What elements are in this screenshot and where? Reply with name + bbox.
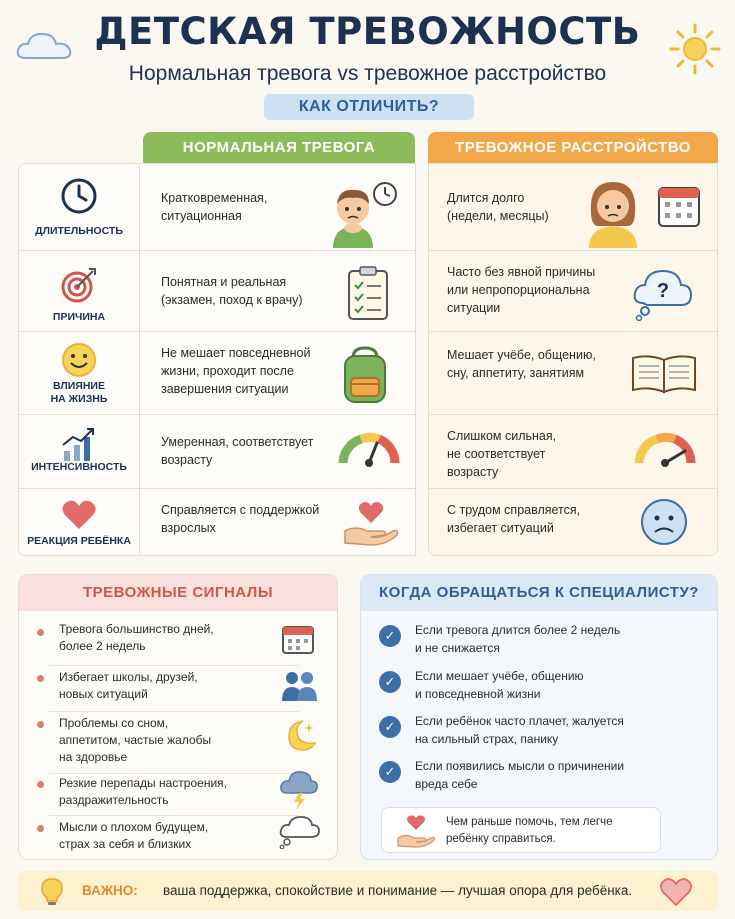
tip-text: Чем раньше помочь, тем легче ребёнку справиться. bbox=[446, 816, 613, 845]
specialist-item bbox=[361, 621, 717, 661]
target-icon bbox=[59, 265, 99, 305]
signal-text: Проблемы со сном, аппетитом, частые жалобы на здоровье bbox=[59, 716, 212, 764]
growth-chart-icon bbox=[59, 425, 99, 465]
disorder-row-cause bbox=[429, 251, 717, 331]
disorder-row-intensity bbox=[429, 415, 717, 488]
disorder-row-duration bbox=[429, 164, 717, 250]
heart-in-hand-icon bbox=[341, 495, 401, 547]
bullet-icon bbox=[37, 675, 44, 682]
disorder-cause-text: Часто без явной причины или непропорциональна ситуации bbox=[447, 265, 596, 315]
category-label: ИНТЕНСИВНОСТЬ bbox=[31, 461, 127, 473]
category-label: РЕАКЦИЯ РЕБЁНКА bbox=[27, 535, 131, 547]
specialist-item-text: Если ребёнок часто плачет, жалуется на сильный страх, панику bbox=[415, 714, 624, 746]
category-label: ПРИЧИНА bbox=[52, 311, 106, 323]
signal-item bbox=[19, 775, 337, 817]
category-label: ВЛИЯНИЕ НА ЖИЗНЬ bbox=[50, 380, 108, 405]
disorder-row-child-reaction bbox=[429, 489, 717, 555]
disorder-row-life-impact bbox=[429, 332, 717, 414]
people-icon bbox=[281, 669, 317, 703]
page-title: ДЕТСКАЯ ТРЕВОЖНОСТЬ bbox=[94, 10, 641, 53]
thought-cloud-icon bbox=[277, 813, 321, 849]
signal-text: Мысли о плохом будущем, страх за себя и близких bbox=[59, 820, 209, 851]
checkmark-icon: ✓ bbox=[379, 716, 401, 738]
see-specialist-box bbox=[360, 574, 718, 860]
signal-item bbox=[19, 715, 337, 771]
disorder-reaction-text: С трудом справляется, избегает ситуаций bbox=[447, 503, 581, 535]
storm-cloud-icon bbox=[279, 767, 319, 811]
heart-in-hand-icon bbox=[396, 812, 436, 848]
checkmark-icon: ✓ bbox=[379, 761, 401, 783]
item-divider bbox=[49, 665, 299, 666]
comparison-row-cause bbox=[19, 251, 415, 331]
specialist-item bbox=[361, 667, 717, 707]
disorder-intensity-text: Слишком сильная, не соответствует возрасту bbox=[447, 429, 557, 479]
signal-text: Избегает школы, друзей, новых ситуаций bbox=[59, 670, 198, 701]
specialist-item-text: Если мешает учёбе, общению и повседневной жизни bbox=[415, 669, 584, 701]
comparison-right-panel bbox=[428, 163, 718, 556]
calendar-icon bbox=[281, 623, 315, 655]
comparison-left-panel bbox=[18, 163, 416, 556]
anxiety-disorder-header: ТРЕВОЖНОЕ РАССТРОЙСТВО bbox=[428, 132, 718, 163]
see-specialist-title: КОГДА ОБРАЩАТЬСЯ К СПЕЦИАЛИСТУ? bbox=[361, 575, 717, 611]
moon-icon bbox=[281, 717, 317, 753]
gauge-high-icon bbox=[633, 429, 697, 469]
signal-text: Тревога большинство дней, более 2 недель bbox=[59, 622, 214, 653]
warning-signals-box bbox=[18, 574, 338, 860]
checklist-icon bbox=[345, 265, 391, 321]
sad-girl-calendar-icon bbox=[579, 172, 709, 248]
worried-boy-clock-icon bbox=[315, 176, 405, 248]
item-divider bbox=[49, 773, 299, 774]
checkmark-icon: ✓ bbox=[379, 671, 401, 693]
comparison-row-life-impact bbox=[19, 332, 415, 414]
signal-text: Резкие перепады настроения, раздражительность bbox=[59, 776, 227, 807]
gauge-moderate-icon bbox=[337, 429, 401, 469]
sad-face-icon bbox=[639, 497, 689, 547]
specialist-item-text: Если появились мысли о причинении вреда себе bbox=[415, 759, 625, 791]
how-to-tell-label: КАК ОТЛИЧИТЬ? bbox=[264, 94, 474, 120]
normal-cause-text: Понятная и реальная (экзамен, поход к врачу) bbox=[161, 275, 303, 307]
signal-item bbox=[19, 819, 337, 861]
comparison-row-intensity bbox=[19, 415, 415, 488]
specialist-item bbox=[361, 757, 717, 797]
warning-signals-title: ТРЕВОЖНЫЕ СИГНАЛЫ bbox=[19, 575, 337, 611]
signal-item bbox=[19, 621, 337, 663]
normal-intensity-text: Умеренная, соответствует возрасту bbox=[161, 435, 314, 467]
open-book-icon bbox=[629, 350, 699, 396]
normal-duration-text: Кратковременная, ситуационная bbox=[161, 191, 268, 223]
heart-icon bbox=[658, 875, 694, 907]
important-label: ВАЖНО: bbox=[82, 883, 138, 898]
bullet-icon bbox=[37, 781, 44, 788]
bullet-icon bbox=[37, 721, 44, 728]
specialist-item-text: Если тревога длится более 2 недель и не снижается bbox=[415, 623, 621, 655]
signal-item bbox=[19, 669, 337, 711]
clock-icon bbox=[59, 176, 99, 216]
normal-impact-text: Не мешает повседневной жизни, проходит после завершения ситуации bbox=[161, 346, 311, 396]
comparison-row-child-reaction bbox=[19, 489, 415, 555]
disorder-duration-text: Длится долго (недели, месяцы) bbox=[447, 191, 549, 223]
backpack-icon bbox=[337, 344, 393, 406]
important-text: ваша поддержка, спокойствие и понимание — лучшая опора для ребёнка. bbox=[163, 883, 633, 898]
item-divider bbox=[49, 711, 299, 712]
specialist-item bbox=[361, 712, 717, 752]
svg-text:?: ? bbox=[656, 280, 670, 302]
heart-icon bbox=[59, 495, 99, 535]
tip-box bbox=[381, 807, 661, 853]
lightbulb-icon bbox=[40, 877, 64, 907]
item-divider bbox=[49, 815, 299, 816]
disorder-impact-text: Мешает учёбе, общению, сну, аппетиту, занятиям bbox=[447, 348, 596, 380]
category-label: ДЛИТЕЛЬНОСТЬ bbox=[35, 225, 123, 237]
bullet-icon bbox=[37, 825, 44, 832]
normal-anxiety-header: НОРМАЛЬНАЯ ТРЕВОГА bbox=[143, 132, 415, 163]
normal-reaction-text: Справляется с поддержкой взрослых bbox=[161, 503, 320, 535]
bullet-icon bbox=[37, 629, 44, 636]
question-cloud-icon bbox=[631, 263, 695, 321]
comparison-row-duration bbox=[19, 164, 415, 250]
checkmark-icon: ✓ bbox=[379, 625, 401, 647]
smiley-icon bbox=[59, 340, 99, 380]
important-banner bbox=[18, 871, 718, 911]
page-subtitle: Нормальная тревога vs тревожное расстройство bbox=[128, 62, 607, 85]
